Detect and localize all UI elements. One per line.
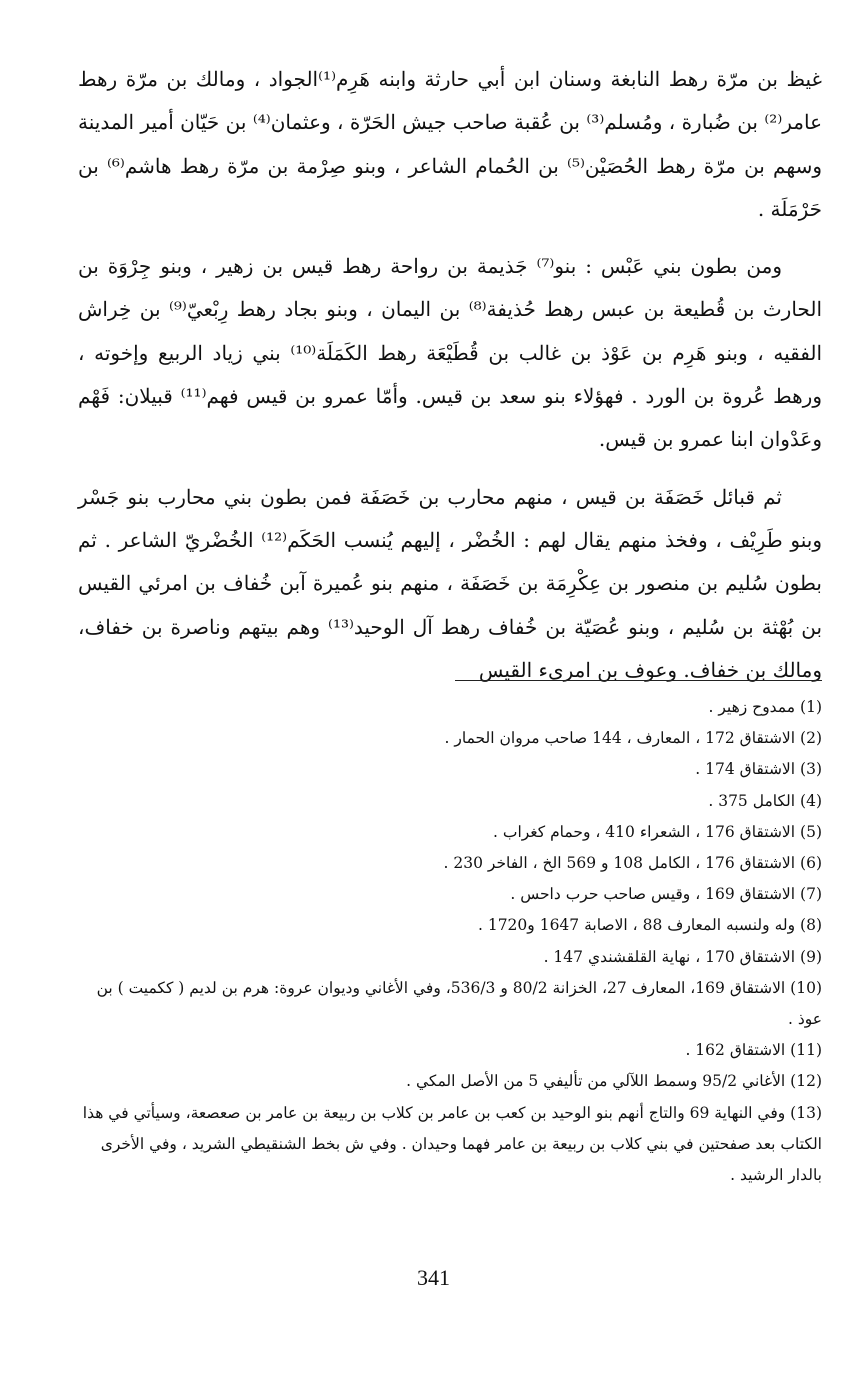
footnote-3: (3) الاشتقاق 174 .: [695, 760, 822, 779]
main-paragraph-2: ومن بطون بني عَبْس : بنو⁽⁷⁾ جَذيمة بن رواحة رهط قيس بن زهير ، وبنو جِرْوَة بن الحارث بن قُطيعة بن عبس رهط حُذيفة⁽⁸⁾ بن اليمان ، وبنو بجاد رهط رِبْعيّ⁽⁹⁾ بن خِراش الفقيه ، وبنو هَرِم بن عَوْذ بن غالب بن قُطَيْعَة رهط الكَمَلَة⁽¹⁰⁾ بني زياد الربيع وإخوته ، ورهط عُروة بن الورد . فهؤلاء بنو سعد بن قيس. وأمّا عمرو بن قيس فهم⁽¹¹⁾ قبيلان: فَهْم وعَدْوان ابنا عمرو بن قيس.: [78, 254, 823, 452]
main-text-block: [78, 58, 822, 692]
footnotes-block: [78, 692, 822, 1191]
footnote-12: (12) الأغاني 95/2 وسمط اللآلي من تأليفي 5 من الأصل المكي .: [406, 1072, 822, 1091]
footnote-5: (5) الاشتقاق 176 ، الشعراء 410 ، وحمام كغراب .: [493, 822, 822, 841]
footnote-6: (6) الاشتقاق 176 ، الكامل 108 و 569 الخ ، الفاخر 230 .: [443, 854, 822, 873]
footnote-9: (9) الاشتقاق 170 ، نهاية القلقشندي 147 .: [543, 947, 822, 966]
main-paragraph-3: ثم قبائل خَصَفَة بن قيس ، منهم محارب بن خَصَفَة فمن بطون بني محارب بنو جَسْر وبنو طَرِيْف ، وفخذ منهم يقال لهم : الخُضْر ، إليهم يُنسب الحَكَم⁽¹²⁾ الخُضْريّ الشاعر . ثم بطون سُليم بن منصور بن عِكْرِمَة بن خَصَفَة ، منهم بنو عُميرة آبن خُفاف بن امرئي القيس بن بُهْثة بن سُليم ، وبنو عُصَيّة بن خُفاف رهط آل الوحيد⁽¹³⁾ وهم بيتهم وناصرة بن خفاف، ومالك بن خفاف. وعوف بن امرىء القيس: [78, 484, 823, 682]
footnote-11: (11) الاشتقاق 162 .: [685, 1041, 822, 1060]
footnote-13: (13) وفي النهاية 69 والتاج أنهم بنو الوحيد بن كعب بن عامر بن كلاب بن ربيعة بن عامر بن صعصعة، وسيأتي في هذا الكتاب بعد صفحتين في بني كلاب بن ربيعة بن عامر فهما وحيدان . وفي ش بخط الشنقيطي الشريد ، وفي الأخرى بالدار الرشيد .: [82, 1103, 822, 1185]
footnote-7: (7) الاشتقاق 169 ، وقيس صاحب حرب داحس .: [510, 885, 822, 904]
footnote-separator: [455, 680, 822, 681]
main-paragraph-1: غيظ بن مرّة رهط النابغة وسنان ابن أبي حارثة وابنه هَرِم⁽¹⁾الجواد ، ومالك بن مرّة رهط عامر⁽²⁾ بن ضُبارة ، ومُسلم⁽³⁾ بن عُقبة صاحب جيش الحَرّة ، وعثمان⁽⁴⁾ بن حَيّان أمير المدينة وسهم بن مرّة رهط الحُصَيْن⁽⁵⁾ بن الحُمام الشاعر ، وبنو صِرْمة بن مرّة رهط هاشم⁽⁶⁾ بن حَرْمَلَة .: [78, 67, 823, 221]
page-number: 341: [417, 1265, 450, 1290]
footnote-4: (4) الكامل 375 .: [708, 791, 822, 810]
footnote-8: (8) وله ولنسبه المعارف 88 ، الاصابة 1647 و1720 .: [477, 916, 822, 935]
footnote-10: (10) الاشتقاق 169، المعارف 27، الخزانة 80/2 و 536/3، وفي الأغاني وديوان عروة: هرم بن لديم ( ككميت ) بن عوذ .: [96, 978, 822, 1029]
footnote-2: (2) الاشتقاق 172 ، المعارف ، 144 صاحب مروان الحمار .: [444, 729, 822, 748]
footnote-1: (1) ممدوح زهير .: [708, 698, 822, 716]
